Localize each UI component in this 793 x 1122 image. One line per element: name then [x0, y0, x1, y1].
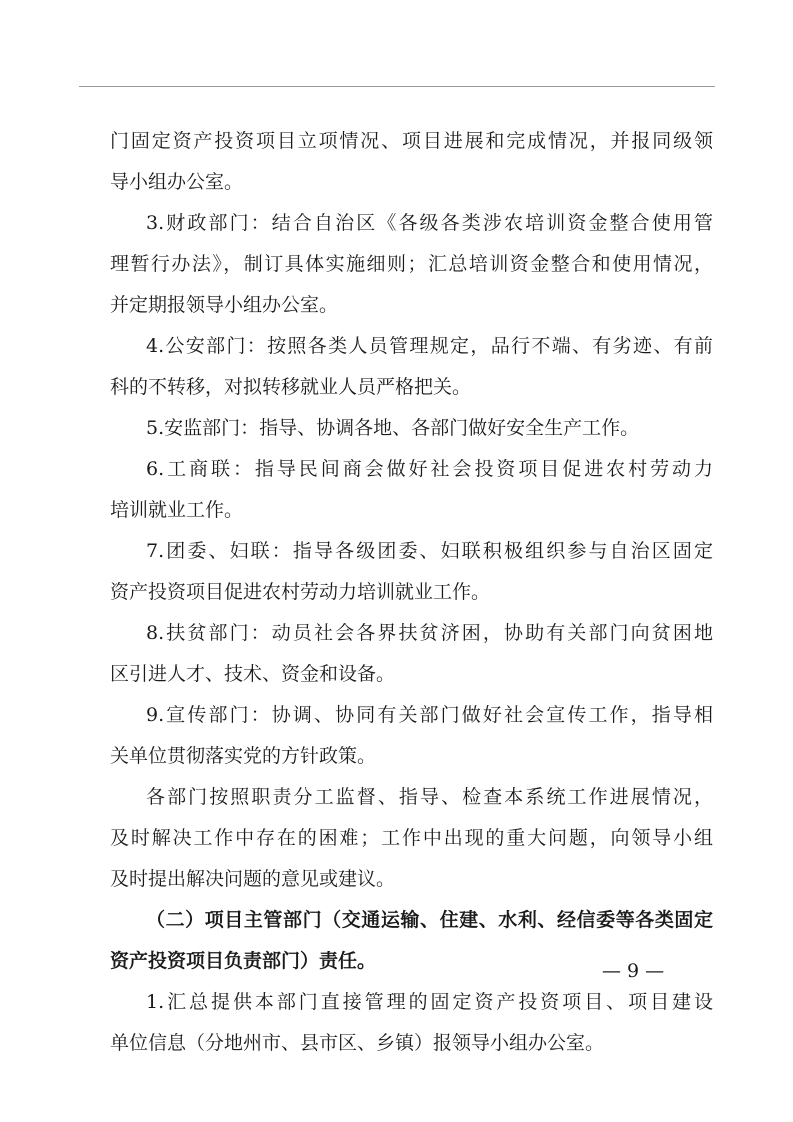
text-line: 8.扶贫部门：动员社会各界扶贫济困，协助有关部门向贫困地 — [146, 622, 713, 644]
page-number: — 9 — — [602, 960, 665, 982]
text-line: 门固定资产投资项目立项情况、项目进展和完成情况，并报同级领 — [110, 130, 713, 152]
text-line: 各部门按照职责分工监督、指导、检查本系统工作进展情况， — [146, 786, 713, 808]
text-line: 4.公安部门：按照各类人员管理规定，品行不端、有劣迹、有前 — [146, 335, 713, 357]
text-line: 区引进人才、技术、资金和设备。 — [110, 663, 396, 685]
text-line: 9.宣传部门：协调、协同有关部门做好社会宣传工作，指导相 — [146, 704, 713, 726]
text-line: 7.团委、妇联：指导各级团委、妇联积极组织参与自治区固定 — [146, 540, 713, 562]
text-line: 培训就业工作。 — [110, 499, 244, 521]
text-line: 理暂行办法》，制订具体实施细则；汇总培训资金整合和使用情况， — [110, 253, 713, 275]
text-line: 及时解决工作中存在的困难；工作中出现的重大问题，向领导小组 — [110, 827, 713, 849]
text-line: 3.财政部门：结合自治区《各级各类涉农培训资金整合使用管 — [146, 212, 713, 234]
text-line: 单位信息（分地州市、县市区、乡镇）报领导小组办公室。 — [110, 1032, 605, 1054]
text-line: 资产投资项目促进农村劳动力培训就业工作。 — [110, 581, 491, 603]
text-line: 5.安监部门：指导、协调各地、各部门做好安全生产工作。 — [146, 417, 640, 439]
text-line: （二）项目主管部门（交通运输、住建、水利、经信委等各类固定 — [146, 909, 713, 931]
text-line: 及时提出解决问题的意见或建议。 — [110, 868, 396, 890]
text-line: 并定期报领导小组办公室。 — [110, 294, 339, 316]
header-rule — [79, 86, 715, 87]
text-line: 关单位贯彻落实党的方针政策。 — [110, 745, 377, 767]
text-line: 6.工商联：指导民间商会做好社会投资项目促进农村劳动力 — [146, 458, 713, 480]
text-line: 科的不转移，对拟转移就业人员严格把关。 — [110, 376, 472, 398]
text-line: 1.汇总提供本部门直接管理的固定资产投资项目、项目建设 — [146, 991, 713, 1013]
text-line: 导小组办公室。 — [110, 171, 244, 193]
text-line: 资产投资项目负责部门）责任。 — [110, 950, 377, 972]
